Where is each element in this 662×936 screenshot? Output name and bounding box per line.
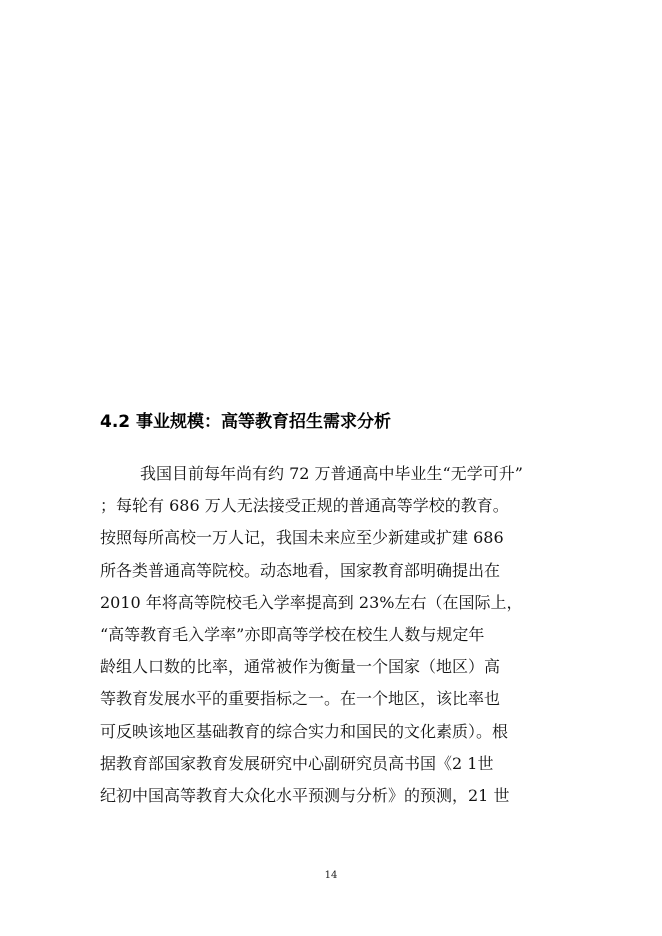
paragraph-line: 纪初中国高等教育大众化水平预测与分析》的预测，21 世 bbox=[100, 785, 510, 805]
section-heading: 4.2 事业规模：高等教育招生需求分析 bbox=[100, 412, 392, 432]
paragraph-line: 我国目前每年尚有约 72 万普通高中毕业生“无学可升” bbox=[140, 464, 523, 483]
page-number: 14 bbox=[324, 870, 338, 881]
paragraph-line: 按照每所高校一万人记，我国未来应至少新建或扩建 686 bbox=[100, 528, 504, 548]
paragraph-line: ；每轮有 686 万人无法接受正规的普通高等学校的教育。 bbox=[100, 496, 509, 516]
paragraph-line: 等教育发展水平的重要指标之一。在一个地区，该比率也 bbox=[100, 689, 501, 709]
paragraph-line: 所各类普通高等院校。动态地看，国家教育部明确提出在 bbox=[100, 560, 501, 580]
paragraph-line: 龄组人口数的比率，通常被作为衡量一个国家（地区）高 bbox=[100, 657, 501, 677]
paragraph-line: “高等教育毛入学率”亦即高等学校在校生人数与规定年 bbox=[100, 624, 485, 644]
paragraph-line: 可反映该地区基础教育的综合实力和国民的文化素质）。根 bbox=[100, 721, 509, 741]
paragraph-line: 2010 年将高等院校毛入学率提高到 23%左右（在国际上， bbox=[100, 592, 523, 612]
body-paragraph bbox=[100, 458, 562, 812]
paragraph-line: 据教育部国家教育发展研究中心副研究员高书国《2 1世 bbox=[100, 753, 494, 773]
